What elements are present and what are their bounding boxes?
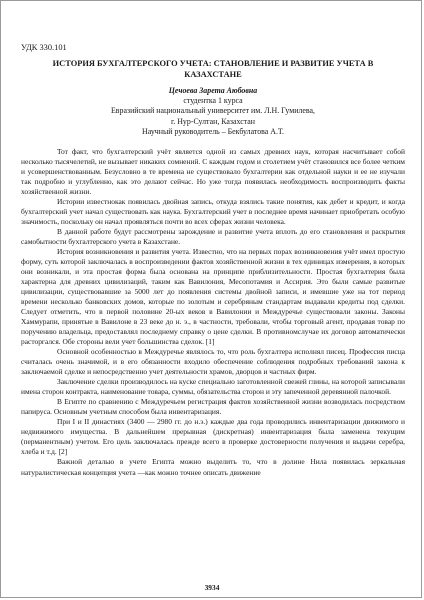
- article-title: ИСТОРИЯ БУХГАЛТЕРСКОГО УЧЕТА: СТАНОВЛЕНИЕ И РАЗВИТИЕ УЧЕТА В КАЗАХСТАНЕ: [52, 59, 374, 79]
- author-name: Цечоева Зарета Аюбовна: [168, 86, 258, 95]
- page-number: 3934: [204, 583, 220, 592]
- paragraph: Истории известнокак появилась двойная запись, откуда взялись такие понятия, как дебет и кредит, и когда бухгалтерский учет начал существовать как наука. Бухгалтерский учет в последнее время начинает приобретать особую значимость, поскольку он начал проявляться почти во всех сферах жизни человека.: [21, 197, 405, 227]
- article-body: [21, 147, 405, 478]
- paragraph: В данной работе будут рассмотрены зарождение и развитие учета вплоть до его становления и раскрытия самобытности бухгалтерского учета в Казахстане.: [21, 227, 405, 247]
- paragraph: Основной особенностью в Междуречье являлось то, что роль бухгалтера исполнял писец. Профессия писца считалась очень значимой, и в его обязанности входило обеспечение соблюдения подробных требований закона к заключаемой сделке и непосредственно учет деятельности храмов, дворцов и частных фирм.: [21, 347, 405, 377]
- author-supervisor: Научный руководитель – Бекбулатова А.Т.: [142, 126, 284, 136]
- paragraph: При I и II династиях (3400 — 2980 гг. до н.э.) каждые два года проводились инвентаризации движимого и недвижимого имущества. В дальнейшем прерывная (дискретная) инвентаризация была заменена текущим (перманентным) учетом. Его цель заключалась прежде всего в проверке достоверности получения и выдачи серебра, хлеба и т.д. [2]: [21, 417, 405, 457]
- paragraph: В Египте по сравнению с Междуречьем регистрация фактов хозяйственной жизни возводилась посредством папируса. Основным учетным способом была инвентаризация.: [21, 397, 405, 417]
- author-status: студентка 1 курса: [183, 96, 243, 106]
- paragraph: Важной деталью в учете Египта можно выделить то, что в долине Нила появилась зеркальная натуралистическая концепция учета —как можно точнее описать движение: [21, 457, 405, 477]
- author-university: Евразийский национальный университет им. Л.Н. Гумилева,: [110, 106, 316, 116]
- paragraph: История возникновения и развития учета. Известно, что на первых порах возникновения учёт имел простую форму, суть которой заключалась в воспроизведении фактов хозяйственной жизни в тех единицах измерения, в которых они возникали, и эта простая форма была основана на принципе приблизительности. Простая бухгалтерия была характерна для древних цивилизаций, таким как Вавилония, Месопотамия и Ассирия. Это были самые развитые цивилизации, существовавшие за 5000 лет до появления системы двойной записи, и имевшие уже на тот период времени несколько банковских домов, которые по золотым и серебряным стандартам выдавали кредиты под сделки. Следует отметить, что в первой половине 20-ых веков в Вавилонии и Междуречье существовали законы. Законы Хаммурапи, принятые в Вавилоне в 23 веке до н. э., в частности, требовали, чтобы торговый агент, продавая товар по поручению владельца, предоставлял последнему справку о цене сделки. В противномслучае их договор автоматически расторгался. Обе стороны вели учет большинства сделок. [1]: [21, 247, 405, 347]
- paragraph: Тот факт, что бухгалтерский учёт является одной из самых древних наук, которая насчитывает собой несколько тысячелетий, не вызывает никаких сомнений. С каждым годом и столетием учёт становился все более четким и усовершенствованным. Безусловно в те времена не существовало бухгалтерии как отдельной науки и ее не изучали так подробно и углубленно, как это делают сейчас. Но уже тогда появилась необходимость воспроизводить факты хозяйственной жизни.: [21, 147, 405, 197]
- author-city: г. Нур-Султан, Казахстан: [170, 116, 256, 126]
- paragraph: Заключение сделки производилось на куске специально заготовленной свежей глины, на которой записывали имена сторон контракта, наименование товара, суммы, обязательства сторон и эту запеченной деревянной палочкой.: [21, 377, 405, 397]
- author-block: [29, 86, 397, 137]
- udk-code: УДК 330.101: [21, 43, 67, 52]
